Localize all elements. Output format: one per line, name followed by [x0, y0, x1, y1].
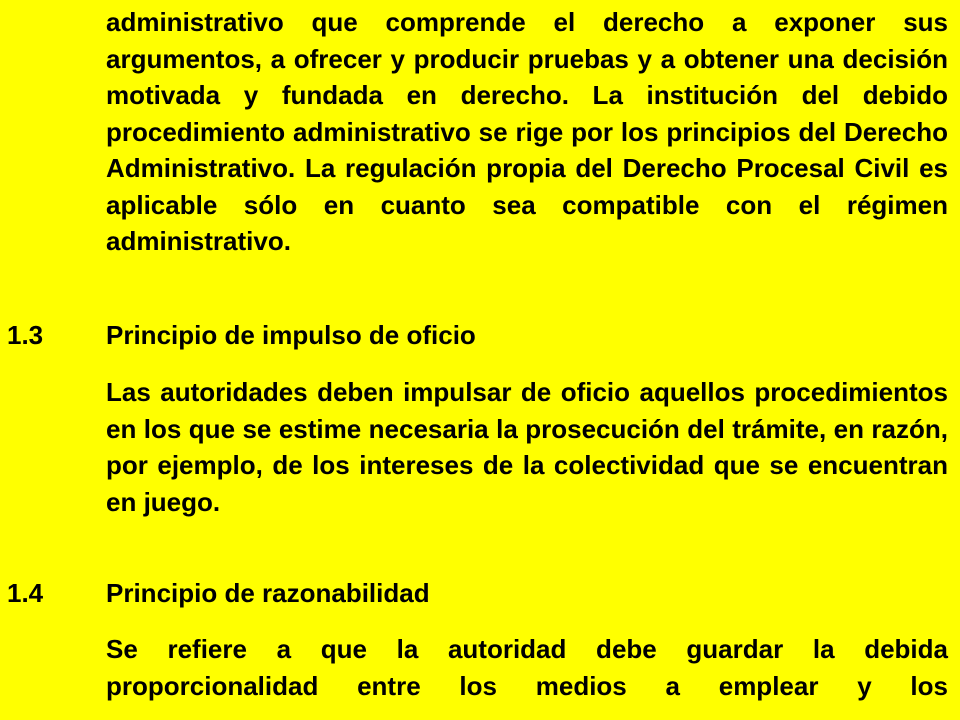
- section-number: 1.3: [7, 320, 44, 350]
- section-body-1-3: Las autoridades deben impulsar de oficio aquellos procedimientos en los que se estime necesaria la prosecución del trámite, en razón, por ejemplo, de los intereses de la colectividad que se encuentran en juego.: [106, 377, 948, 517]
- section-body-1-4: Se refiere a que la autoridad debe guardar la debida proporcionalidad entre los medios a emplear y los: [106, 634, 948, 701]
- section-title: Principio de razonabilidad: [106, 578, 430, 608]
- intro-paragraph: administrativo que comprende el derecho a exponer sus argumentos, a ofrecer y producir pruebas y a obtener una decisión motivada y fundada en derecho. La institución del debido procedimiento administrativo se rige por los principios del Derecho Administrativo. La regulación propia del Derecho Procesal Civil es aplicable sólo en cuanto sea compatible con el régimen administrativo.: [106, 7, 948, 256]
- section-title: Principio de impulso de oficio: [106, 320, 476, 350]
- section-number: 1.4: [7, 578, 44, 608]
